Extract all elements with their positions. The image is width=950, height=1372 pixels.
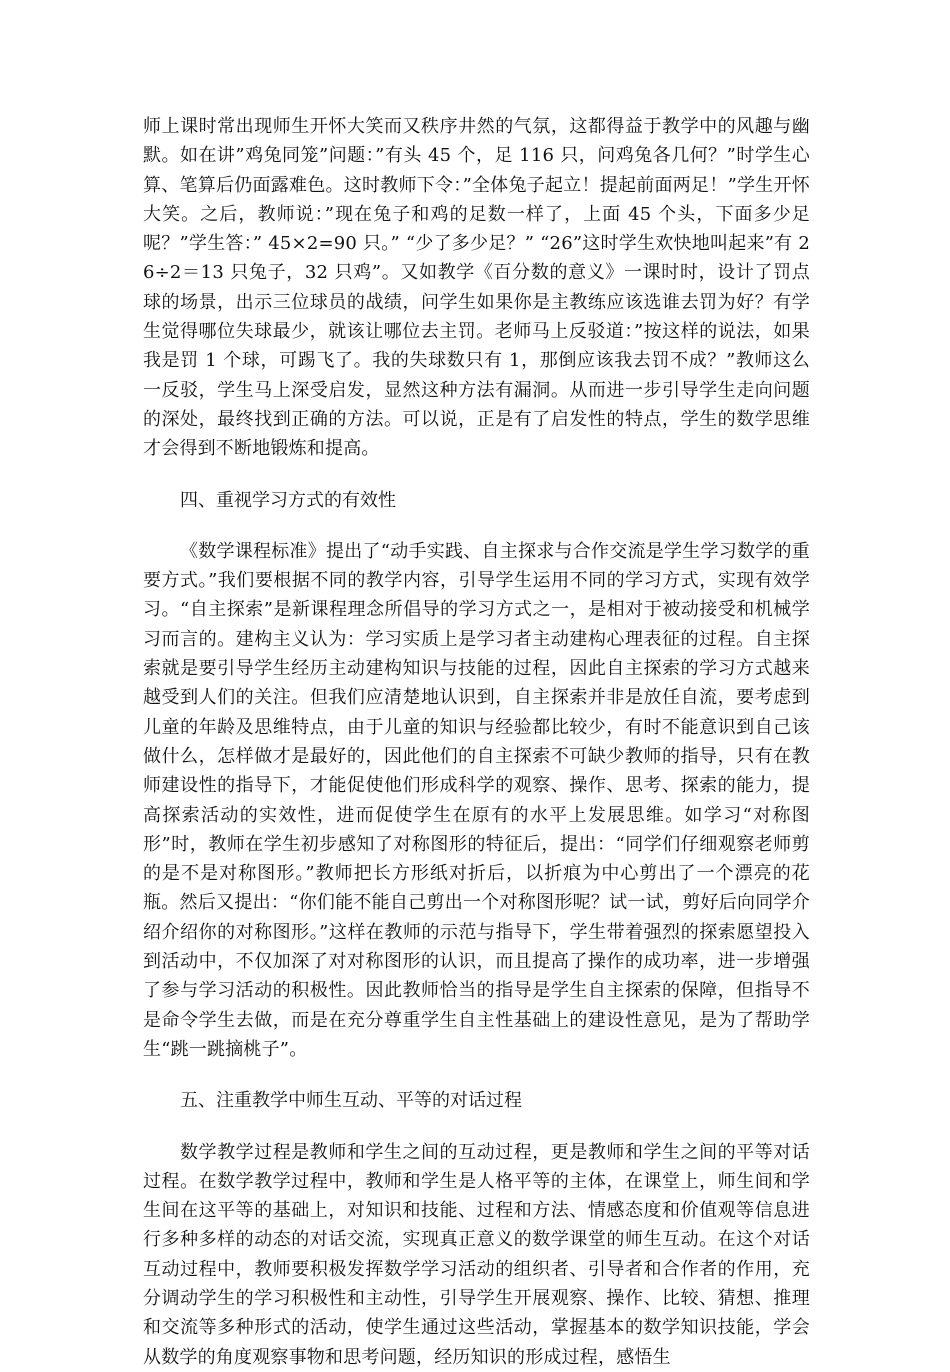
body-paragraph: 数学教学过程是教师和学生之间的互动过程，更是教师和学生之间的平等对话过程。在数学教学过程中，教师和学生是人格平等的主体，在课堂上，师生间和学生间在这平等的基础上，对知识和技能、过程和方法、情感态度和价值观等信息进行多种多样的动态的对话交流，实现真正意义的数学课堂的师生互动。在这个对话互动过程中，教师要积极发挥数学学习活动的组织者、引导者和合作者的作用，充分调动学生的学习积极性和主动性，引导学生开展观察、操作、比较、猜想、推理和交流等多种形式的活动，使学生通过这些活动，掌握基本的数学知识技能，学会从数学的角度观察事物和思考问题，经历知识的形成过程，感悟生: [143, 1141, 810, 1368]
document-page: [143, 112, 810, 1372]
body-paragraph: 《数学课程标准》提出了“动手实践、自主探求与合作交流是学生学习数学的重要方式。”我们要根据不同的教学内容，引导学生运用不同的学习方式，实现有效学习。“自主探索”是新课程理念所倡导的学习方式之一，是相对于被动接受和机械学习而言的。建构主义认为：学习实质上是学习者主动建构心理表征的过程。自主探索就是要引导学生经历主动建构知识与技能的过程，因此自主探索的学习方式越来越受到人们的关注。但我们应清楚地认识到，自主探索并非是放任自流，要考虑到儿童的年龄及思维特点，由于儿童的知识与经验都比较少，有时不能意识到自己该做什么，怎样做才是最好的，因此他们的自主探索不可缺少教师的指导，只有在教师建设性的指导下，才能促使他们形成科学的观察、操作、思考、探索的能力，提高探索活动的实效性，进而促使学生在原有的水平上发展思维。如学习“对称图形”时，教师在学生初步感知了对称图形的特征后，提出：“同学们仔细观察老师剪的是不是对称图形。”教师把长方形纸对折后，以折痕为中心剪出了一个漂亮的花瓶。然后又提出：“你们能不能自己剪出一个对称图形呢？试一试，剪好后向同学介绍介绍你的对称图形。”这样在教师的示范与指导下，学生带着强烈的探索愿望投入到活动中，不仅加深了对对称图形的认识，而且提高了操作的成功率，进一步增强了参与学习活动的积极性。因此教师恰当的指导是学生自主探索的保障，但指导不是命令学生去做，而是在充分尊重学生自主性基础上的建设性意见，是为了帮助学生“跳一跳摘桃子”。: [143, 540, 810, 1060]
section-heading: 四、重视学习方式的有效性: [180, 489, 396, 511]
body-paragraph: 师上课时常出现师生开怀大笑而又秩序井然的气氛，这都得益于教学中的风趣与幽默。如在讲”鸡兔同笼”问题：”有头 45 个，足 116 只，问鸡兔各几何？”时学生心算、笔算后仍面露难色。这时教师下令：”全体兔子起立！提起前面两足！”学生开怀大笑。之后，教师说：”现在兔子和鸡的足数一样了，上面 45 个头，下面多少足呢？”学生答：” 45×2=90 只。” “少了多少足？” “26”这时学生欢快地叫起来”有 26÷2＝13 只兔子，32 只鸡”。又如教学《百分数的意义》一课时时，设计了罚点球的场景，出示三位球员的战绩，问学生如果你是主教练应该选谁去罚为好？有学生觉得哪位失球最少，就该让哪位去主罚。老师马上反驳道：”按这样的说法，如果我是罚 1 个球，可踢飞了。我的失球数只有 1，那倒应该我去罚不成？”教师这么一反驳，学生马上深受启发，显然这种方法有漏洞。从而进一步引导学生走向问题的深处，最终找到正确的方法。可以说，正是有了启发性的特点，学生的数学思维才会得到不断地锻炼和提高。: [143, 116, 810, 460]
section-heading: 五、注重教学中师生互动、平等的对话过程: [180, 1090, 522, 1112]
